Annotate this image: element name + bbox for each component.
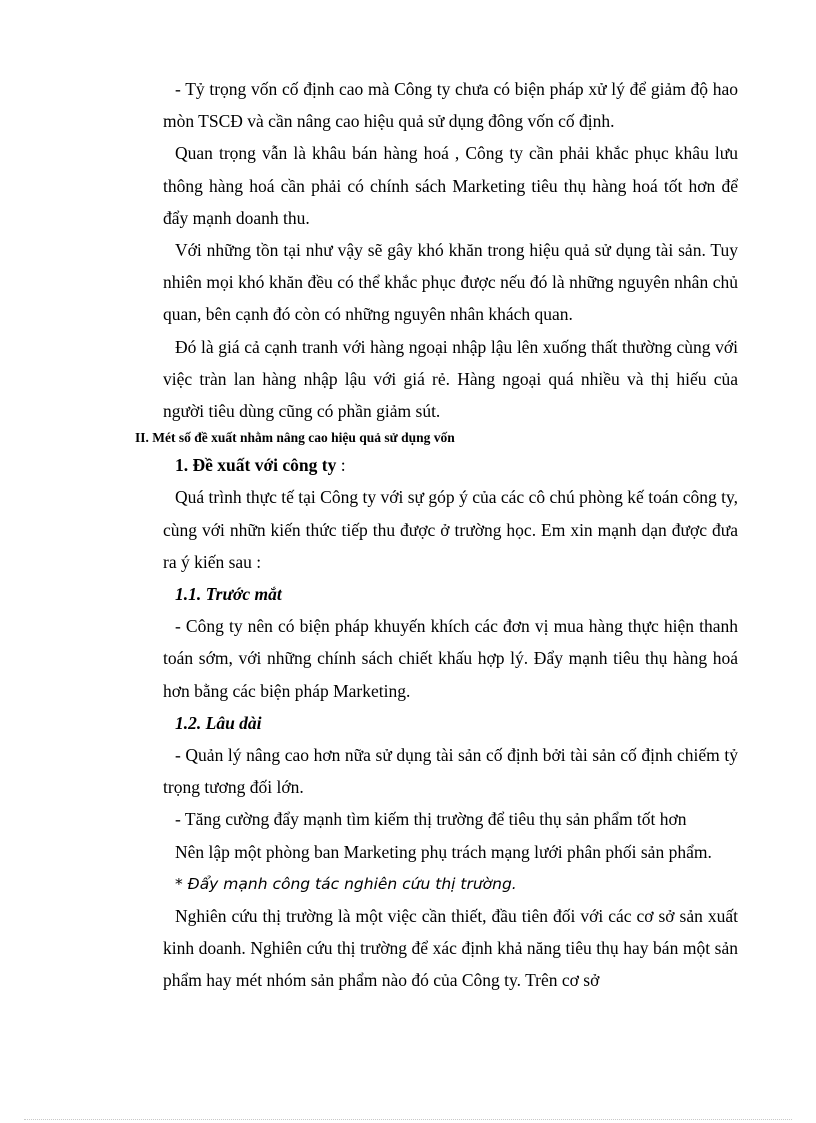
paragraph-difficulties: Với những tồn tại như vậy sẽ gây khó khăn trong hiệu quả sử dụng tài sản. Tuy nhiên mọi khó khăn đều có thể khắc phục được nếu đó là những nguyên nhân chủ quan, bên cạnh đó còn có những nguyên nhân khách quan. bbox=[163, 240, 738, 325]
paragraph-fixed-capital: - Tỷ trọng vốn cố định cao mà Công ty chưa có biện pháp xử lý để giảm độ hao mòn TSCĐ và cần nâng cao hiệu quả sử dụng đông vốn cố định. bbox=[163, 79, 738, 132]
paragraph-long-term-1: - Quản lý nâng cao hơn nữa sử dụng tài sản cố định bởi tài sản cố định chiếm tỷ trọng tương đối lớn. bbox=[163, 745, 738, 798]
section-heading: II. Mét số đề xuất nhằm nâng cao hiệu quả sử dụng vốn bbox=[135, 430, 455, 446]
paragraph-short-term: - Công ty nên có biện pháp khuyến khích các đơn vị mua hàng thực hiện thanh toán sớm, với những chính sách chiết khấu hợp lý. Đẩy mạnh tiêu thụ hàng hoá hơn bằng các biện pháp Marketing. bbox=[163, 616, 738, 701]
paragraph-competition: Đó là giá cả cạnh tranh với hàng ngoại nhập lậu lên xuống thất thường cùng với việc tràn lan hàng nhập lậu với giá rẻ. Hàng ngoại quá nhiều và thị hiếu của người tiêu dùng cũng có phần giảm sút. bbox=[163, 336, 738, 422]
research-heading: * Đẩy mạnh công tác nghiên cứu thị trường. bbox=[175, 874, 517, 893]
paragraph-sales: Quan trọng vẫn là khâu bán hàng hoá , Công ty cần phải khắc phục khâu lưu thông hàng hoá cần phải có chính sách Marketing tiêu thụ hàng hoá tốt hơn để đẩy mạnh doanh thu. bbox=[163, 143, 738, 228]
page-content bbox=[135, 73, 738, 997]
paragraph-long-term-2: - Tăng cường đẩy mạnh tìm kiếm thị trường để tiêu thụ sản phẩm tốt hơn bbox=[175, 809, 687, 830]
paragraph-research: Nghiên cứu thị trường là một việc cần thiết, đầu tiên đối với các cơ sở sản xuất kinh doanh. Nghiên cứu thị trường để xác định khả năng tiêu thụ hay bán một sản phẩm hay mét nhóm sản phẩm nào đó của Công ty. Trên cơ sở bbox=[163, 906, 738, 991]
paragraph-intro: Quá trình thực tế tại Công ty với sự góp ý của các cô chú phòng kế toán công ty, cùng với nhữn kiến thức tiếp thu được ở trường học. Em xin mạnh dạn được đưa ra ý kiến sau : bbox=[163, 487, 738, 572]
heading-short-term: 1.1. Trước mắt bbox=[175, 584, 282, 605]
page-bottom-divider bbox=[24, 1119, 792, 1120]
sub-heading-company-colon: : bbox=[336, 455, 346, 476]
heading-long-term: 1.2. Lâu dài bbox=[175, 712, 262, 733]
sub-heading-company bbox=[163, 449, 738, 481]
sub-heading-company-text: 1. Đề xuất với công ty bbox=[175, 455, 337, 476]
paragraph-long-term-3: Nên lập một phòng ban Marketing phụ trách mạng lưới phân phối sản phẩm. bbox=[175, 841, 712, 862]
